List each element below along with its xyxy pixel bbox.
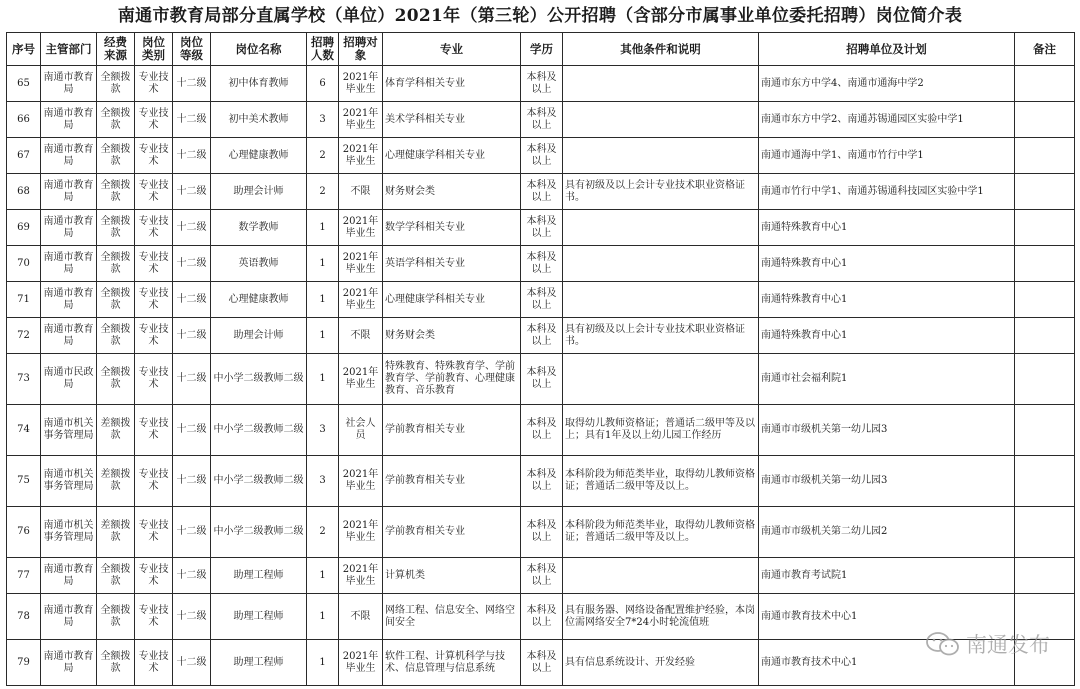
cell-education: 本科及以上 bbox=[521, 594, 563, 640]
cell-count: 1 bbox=[307, 640, 339, 686]
cell-conditions bbox=[563, 354, 759, 405]
cell-conditions bbox=[563, 210, 759, 246]
cell-dept: 南通市教育局 bbox=[41, 318, 97, 354]
cell-dept: 南通市机关事务管理局 bbox=[41, 507, 97, 558]
cell-category: 专业技术 bbox=[135, 138, 173, 174]
cell-major: 英语学科相关专业 bbox=[383, 246, 521, 282]
cell-no: 77 bbox=[7, 558, 41, 594]
cell-level: 十二级 bbox=[173, 354, 211, 405]
cell-target: 2021年毕业生 bbox=[339, 102, 383, 138]
cell-conditions: 本科阶段为师范类毕业，取得幼儿教师资格证；普通话二级甲等及以上。 bbox=[563, 507, 759, 558]
cell-target: 2021年毕业生 bbox=[339, 507, 383, 558]
cell-unit: 南通市市级机关第一幼儿园3 bbox=[759, 456, 1015, 507]
cell-note bbox=[1015, 282, 1075, 318]
cell-unit: 南通市教育考试院1 bbox=[759, 558, 1015, 594]
cell-target: 2021年毕业生 bbox=[339, 246, 383, 282]
cell-post: 中小学二级教师二级 bbox=[211, 354, 307, 405]
cell-post: 助理工程师 bbox=[211, 594, 307, 640]
cell-conditions bbox=[563, 102, 759, 138]
cell-level: 十二级 bbox=[173, 640, 211, 686]
cell-education: 本科及以上 bbox=[521, 507, 563, 558]
cell-post: 助理会计师 bbox=[211, 174, 307, 210]
cell-major: 网络工程、信息安全、网络空间安全 bbox=[383, 594, 521, 640]
table-row bbox=[7, 210, 1075, 246]
cell-level: 十二级 bbox=[173, 456, 211, 507]
cell-major: 软件工程、计算机科学与技术、信息管理与信息系统 bbox=[383, 640, 521, 686]
cell-unit: 南通特殊教育中心1 bbox=[759, 282, 1015, 318]
cell-dept: 南通市教育局 bbox=[41, 102, 97, 138]
cell-unit: 南通特殊教育中心1 bbox=[759, 246, 1015, 282]
cell-post: 中小学二级教师二级 bbox=[211, 507, 307, 558]
cell-note bbox=[1015, 405, 1075, 456]
header-target: 招聘对象 bbox=[339, 33, 383, 66]
cell-major: 心理健康学科相关专业 bbox=[383, 138, 521, 174]
table-header-row bbox=[7, 33, 1075, 66]
cell-post: 助理工程师 bbox=[211, 640, 307, 686]
table-row bbox=[7, 102, 1075, 138]
header-level: 岗位等级 bbox=[173, 33, 211, 66]
table-row bbox=[7, 246, 1075, 282]
cell-fund: 差额拨款 bbox=[97, 405, 135, 456]
cell-fund: 全额拨款 bbox=[97, 138, 135, 174]
cell-note bbox=[1015, 138, 1075, 174]
cell-target: 社会人员 bbox=[339, 405, 383, 456]
cell-fund: 全额拨款 bbox=[97, 102, 135, 138]
header-conditions: 其他条件和说明 bbox=[563, 33, 759, 66]
cell-no: 75 bbox=[7, 456, 41, 507]
cell-post: 中小学二级教师二级 bbox=[211, 405, 307, 456]
cell-conditions bbox=[563, 246, 759, 282]
cell-education: 本科及以上 bbox=[521, 354, 563, 405]
cell-category: 专业技术 bbox=[135, 66, 173, 102]
cell-target: 2021年毕业生 bbox=[339, 640, 383, 686]
header-major: 专业 bbox=[383, 33, 521, 66]
cell-category: 专业技术 bbox=[135, 507, 173, 558]
cell-no: 69 bbox=[7, 210, 41, 246]
table-row bbox=[7, 594, 1075, 640]
cell-dept: 南通市教育局 bbox=[41, 246, 97, 282]
cell-level: 十二级 bbox=[173, 246, 211, 282]
cell-count: 3 bbox=[307, 405, 339, 456]
cell-conditions: 具有服务器、网络设备配置维护经验，本岗位需网络安全7*24小时轮流值班 bbox=[563, 594, 759, 640]
cell-no: 73 bbox=[7, 354, 41, 405]
cell-unit: 南通市通海中学1、南通市竹行中学1 bbox=[759, 138, 1015, 174]
cell-post: 助理工程师 bbox=[211, 558, 307, 594]
cell-fund: 差额拨款 bbox=[97, 456, 135, 507]
cell-dept: 南通市教育局 bbox=[41, 558, 97, 594]
cell-conditions bbox=[563, 558, 759, 594]
cell-education: 本科及以上 bbox=[521, 246, 563, 282]
cell-fund: 全额拨款 bbox=[97, 594, 135, 640]
wechat-icon bbox=[926, 631, 960, 657]
cell-count: 1 bbox=[307, 282, 339, 318]
cell-count: 1 bbox=[307, 210, 339, 246]
cell-fund: 全额拨款 bbox=[97, 354, 135, 405]
cell-fund: 全额拨款 bbox=[97, 210, 135, 246]
cell-note bbox=[1015, 174, 1075, 210]
cell-post: 心理健康教师 bbox=[211, 282, 307, 318]
cell-major: 计算机类 bbox=[383, 558, 521, 594]
cell-education: 本科及以上 bbox=[521, 318, 563, 354]
cell-target: 不限 bbox=[339, 174, 383, 210]
cell-unit: 南通市社会福利院1 bbox=[759, 354, 1015, 405]
cell-no: 65 bbox=[7, 66, 41, 102]
cell-level: 十二级 bbox=[173, 174, 211, 210]
cell-no: 66 bbox=[7, 102, 41, 138]
cell-major: 学前教育相关专业 bbox=[383, 405, 521, 456]
header-category: 岗位类别 bbox=[135, 33, 173, 66]
cell-fund: 全额拨款 bbox=[97, 282, 135, 318]
table-row bbox=[7, 318, 1075, 354]
cell-dept: 南通市教育局 bbox=[41, 138, 97, 174]
cell-category: 专业技术 bbox=[135, 174, 173, 210]
cell-major: 特殊教育、特殊教育学、学前教育学、学前教育、心理健康教育、音乐教育 bbox=[383, 354, 521, 405]
header-count: 招聘人数 bbox=[307, 33, 339, 66]
cell-unit: 南通市市级机关第一幼儿园3 bbox=[759, 405, 1015, 456]
cell-conditions: 本科阶段为师范类毕业，取得幼儿教师资格证；普通话二级甲等及以上。 bbox=[563, 456, 759, 507]
cell-no: 78 bbox=[7, 594, 41, 640]
cell-note bbox=[1015, 507, 1075, 558]
cell-target: 2021年毕业生 bbox=[339, 282, 383, 318]
cell-no: 79 bbox=[7, 640, 41, 686]
cell-dept: 南通市教育局 bbox=[41, 66, 97, 102]
cell-unit: 南通特殊教育中心1 bbox=[759, 318, 1015, 354]
cell-note bbox=[1015, 354, 1075, 405]
header-fund: 经费来源 bbox=[97, 33, 135, 66]
cell-fund: 全额拨款 bbox=[97, 174, 135, 210]
cell-level: 十二级 bbox=[173, 507, 211, 558]
cell-unit: 南通市东方中学2、南通苏锡通园区实验中学1 bbox=[759, 102, 1015, 138]
cell-post: 心理健康教师 bbox=[211, 138, 307, 174]
cell-conditions: 取得幼儿教师资格证；普通话二级甲等及以上；具有1年及以上幼儿园工作经历 bbox=[563, 405, 759, 456]
cell-category: 专业技术 bbox=[135, 405, 173, 456]
cell-count: 1 bbox=[307, 318, 339, 354]
cell-note bbox=[1015, 246, 1075, 282]
table-row bbox=[7, 66, 1075, 102]
cell-post: 中小学二级教师二级 bbox=[211, 456, 307, 507]
cell-note bbox=[1015, 102, 1075, 138]
cell-fund: 全额拨款 bbox=[97, 66, 135, 102]
cell-level: 十二级 bbox=[173, 138, 211, 174]
cell-note bbox=[1015, 318, 1075, 354]
cell-target: 2021年毕业生 bbox=[339, 138, 383, 174]
cell-unit: 南通市竹行中学1、南通苏锡通科技园区实验中学1 bbox=[759, 174, 1015, 210]
cell-dept: 南通市教育局 bbox=[41, 640, 97, 686]
header-education: 学历 bbox=[521, 33, 563, 66]
table-row bbox=[7, 405, 1075, 456]
cell-education: 本科及以上 bbox=[521, 138, 563, 174]
cell-post: 英语教师 bbox=[211, 246, 307, 282]
cell-fund: 差额拨款 bbox=[97, 507, 135, 558]
cell-count: 1 bbox=[307, 558, 339, 594]
header-post: 岗位名称 bbox=[211, 33, 307, 66]
cell-count: 2 bbox=[307, 507, 339, 558]
cell-unit: 南通市市级机关第二幼儿园2 bbox=[759, 507, 1015, 558]
cell-major: 体育学科相关专业 bbox=[383, 66, 521, 102]
table-row bbox=[7, 640, 1075, 686]
cell-education: 本科及以上 bbox=[521, 102, 563, 138]
cell-unit: 南通特殊教育中心1 bbox=[759, 210, 1015, 246]
cell-fund: 全额拨款 bbox=[97, 318, 135, 354]
header-note: 备注 bbox=[1015, 33, 1075, 66]
cell-target: 2021年毕业生 bbox=[339, 354, 383, 405]
cell-target: 2021年毕业生 bbox=[339, 66, 383, 102]
cell-count: 3 bbox=[307, 456, 339, 507]
cell-count: 3 bbox=[307, 102, 339, 138]
cell-unit: 南通市教育技术中心1 bbox=[759, 594, 1015, 640]
cell-note bbox=[1015, 558, 1075, 594]
cell-count: 6 bbox=[307, 66, 339, 102]
table-row bbox=[7, 354, 1075, 405]
cell-conditions bbox=[563, 138, 759, 174]
cell-level: 十二级 bbox=[173, 210, 211, 246]
header-dept: 主管部门 bbox=[41, 33, 97, 66]
cell-post: 助理会计师 bbox=[211, 318, 307, 354]
cell-category: 专业技术 bbox=[135, 456, 173, 507]
watermark bbox=[926, 629, 1050, 659]
cell-level: 十二级 bbox=[173, 405, 211, 456]
cell-category: 专业技术 bbox=[135, 246, 173, 282]
cell-count: 2 bbox=[307, 174, 339, 210]
cell-unit: 南通市东方中学4、南通市通海中学2 bbox=[759, 66, 1015, 102]
cell-education: 本科及以上 bbox=[521, 456, 563, 507]
cell-conditions bbox=[563, 66, 759, 102]
table-row bbox=[7, 558, 1075, 594]
cell-post: 初中体育教师 bbox=[211, 66, 307, 102]
cell-unit: 南通市教育技术中心1 bbox=[759, 640, 1015, 686]
cell-target: 不限 bbox=[339, 594, 383, 640]
cell-no: 67 bbox=[7, 138, 41, 174]
table-row bbox=[7, 507, 1075, 558]
cell-major: 数学学科相关专业 bbox=[383, 210, 521, 246]
cell-note bbox=[1015, 456, 1075, 507]
cell-no: 71 bbox=[7, 282, 41, 318]
cell-level: 十二级 bbox=[173, 102, 211, 138]
cell-education: 本科及以上 bbox=[521, 66, 563, 102]
cell-category: 专业技术 bbox=[135, 354, 173, 405]
cell-education: 本科及以上 bbox=[521, 174, 563, 210]
cell-target: 2021年毕业生 bbox=[339, 210, 383, 246]
cell-education: 本科及以上 bbox=[521, 558, 563, 594]
cell-note bbox=[1015, 66, 1075, 102]
cell-dept: 南通市机关事务管理局 bbox=[41, 456, 97, 507]
table-row bbox=[7, 174, 1075, 210]
job-table bbox=[6, 32, 1075, 686]
cell-no: 72 bbox=[7, 318, 41, 354]
cell-category: 专业技术 bbox=[135, 210, 173, 246]
cell-count: 2 bbox=[307, 138, 339, 174]
cell-level: 十二级 bbox=[173, 66, 211, 102]
cell-level: 十二级 bbox=[173, 558, 211, 594]
cell-education: 本科及以上 bbox=[521, 405, 563, 456]
cell-education: 本科及以上 bbox=[521, 282, 563, 318]
cell-education: 本科及以上 bbox=[521, 210, 563, 246]
cell-dept: 南通市教育局 bbox=[41, 594, 97, 640]
cell-major: 美术学科相关专业 bbox=[383, 102, 521, 138]
cell-category: 专业技术 bbox=[135, 282, 173, 318]
table-row bbox=[7, 138, 1075, 174]
cell-post: 数学教师 bbox=[211, 210, 307, 246]
table-body bbox=[7, 66, 1075, 686]
cell-count: 1 bbox=[307, 354, 339, 405]
cell-major: 财务财会类 bbox=[383, 318, 521, 354]
cell-dept: 南通市民政局 bbox=[41, 354, 97, 405]
cell-conditions: 具有初级及以上会计专业技术职业资格证书。 bbox=[563, 318, 759, 354]
page-title: 南通市教育局部分直属学校（单位）2021年（第三轮）公开招聘（含部分市属事业单位委托招聘）岗位简介表 bbox=[117, 6, 963, 26]
cell-dept: 南通市机关事务管理局 bbox=[41, 405, 97, 456]
cell-no: 68 bbox=[7, 174, 41, 210]
cell-conditions: 具有信息系统设计、开发经验 bbox=[563, 640, 759, 686]
cell-fund: 全额拨款 bbox=[97, 640, 135, 686]
cell-target: 2021年毕业生 bbox=[339, 456, 383, 507]
cell-category: 专业技术 bbox=[135, 102, 173, 138]
cell-major: 财务财会类 bbox=[383, 174, 521, 210]
cell-dept: 南通市教育局 bbox=[41, 282, 97, 318]
cell-no: 74 bbox=[7, 405, 41, 456]
cell-major: 学前教育相关专业 bbox=[383, 456, 521, 507]
header-unit: 招聘单位及计划 bbox=[759, 33, 1015, 66]
cell-conditions bbox=[563, 282, 759, 318]
cell-note bbox=[1015, 210, 1075, 246]
cell-category: 专业技术 bbox=[135, 640, 173, 686]
cell-dept: 南通市教育局 bbox=[41, 210, 97, 246]
cell-no: 76 bbox=[7, 507, 41, 558]
cell-fund: 全额拨款 bbox=[97, 246, 135, 282]
cell-dept: 南通市教育局 bbox=[41, 174, 97, 210]
cell-level: 十二级 bbox=[173, 594, 211, 640]
cell-category: 专业技术 bbox=[135, 594, 173, 640]
cell-level: 十二级 bbox=[173, 282, 211, 318]
cell-category: 专业技术 bbox=[135, 318, 173, 354]
cell-category: 专业技术 bbox=[135, 558, 173, 594]
watermark-text: 南通发布 bbox=[966, 633, 1050, 657]
cell-major: 心理健康学科相关专业 bbox=[383, 282, 521, 318]
cell-major: 学前教育相关专业 bbox=[383, 507, 521, 558]
cell-count: 1 bbox=[307, 246, 339, 282]
table-row bbox=[7, 456, 1075, 507]
cell-target: 2021年毕业生 bbox=[339, 558, 383, 594]
table-row bbox=[7, 282, 1075, 318]
cell-target: 不限 bbox=[339, 318, 383, 354]
cell-conditions: 具有初级及以上会计专业技术职业资格证书。 bbox=[563, 174, 759, 210]
cell-count: 1 bbox=[307, 594, 339, 640]
cell-fund: 全额拨款 bbox=[97, 558, 135, 594]
cell-level: 十二级 bbox=[173, 318, 211, 354]
cell-no: 70 bbox=[7, 246, 41, 282]
cell-education: 本科及以上 bbox=[521, 640, 563, 686]
cell-post: 初中美术教师 bbox=[211, 102, 307, 138]
header-no: 序号 bbox=[7, 33, 41, 66]
